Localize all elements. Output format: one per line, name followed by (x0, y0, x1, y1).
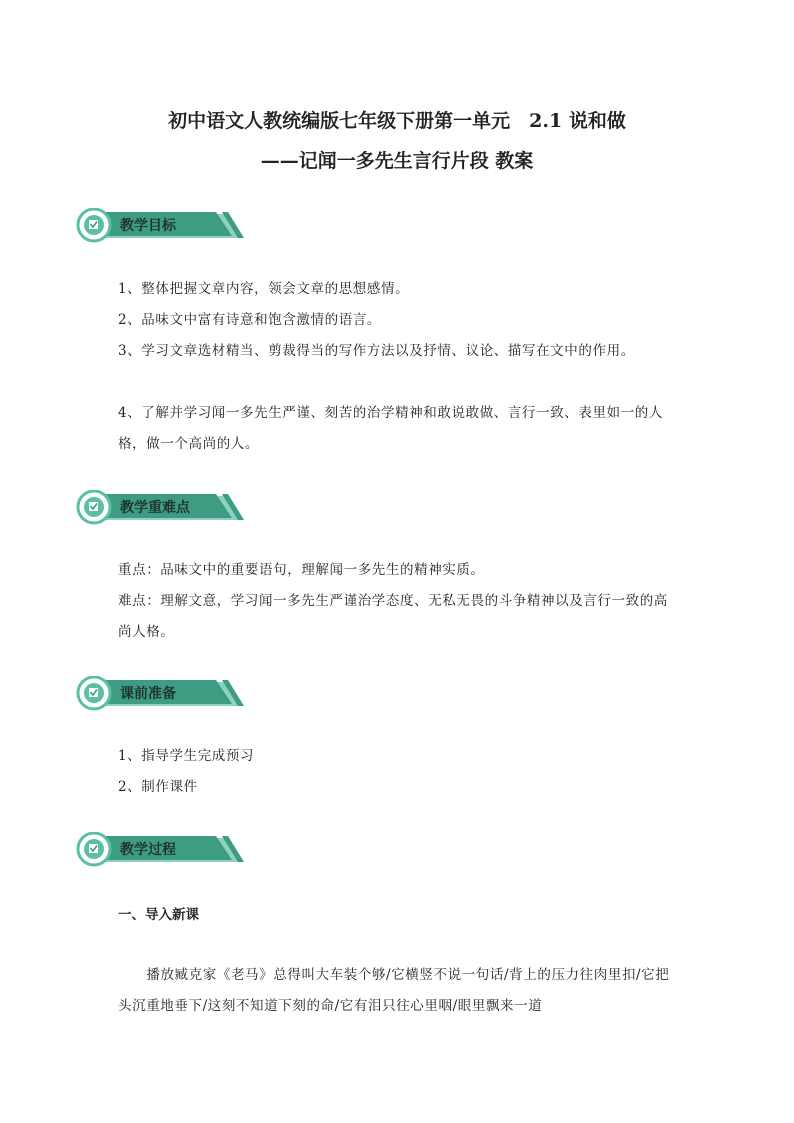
section-title: 教学目标 (120, 218, 176, 234)
page-subtitle: ——记闻一多先生言行片段 教案 (260, 150, 534, 172)
preparation-item-1: 1、指导学生完成预习 (118, 748, 255, 764)
section-title: 课前准备 (120, 686, 176, 702)
section-header-key-points (76, 490, 246, 526)
section-header-process (76, 832, 246, 868)
objective-item-3: 3、学习文章选材精当、剪裁得当的写作方法以及抒情、议论、描写在文中的作用。 (118, 343, 635, 359)
objective-item-1: 1、整体把握文章内容，领会文章的思想感情。 (118, 281, 410, 297)
subheading-intro: 一、导入新课 (118, 907, 199, 923)
objective-item-4: 4、了解并学习闻一多先生严谨、刻苦的治学精神和敢说敢做、言行一致、表里如一的人格，做一个高尚的人。 (118, 405, 663, 452)
section-title: 教学过程 (120, 842, 176, 858)
intro-paragraph: 播放臧克家《老马》总得叫大车装个够/它横竖不说一句话/背上的压力往肉里扣/它把头沉重地垂下/这刻不知道下刻的命/它有泪只往心里咽/眼里飘来一道 (118, 967, 670, 1014)
key-point-item: 重点：品味文中的重要语句，理解闻一多先生的精神实质。 (118, 562, 485, 578)
section-title: 教学重难点 (120, 500, 190, 516)
section-header-preparation (76, 676, 246, 712)
section-header-objectives (76, 208, 246, 244)
preparation-item-2: 2、制作课件 (118, 779, 198, 795)
difficulty-item: 难点：理解文意，学习闻一多先生严谨治学态度、无私无畏的斗争精神以及言行一致的高尚人格。 (118, 593, 668, 640)
page-title: 初中语文人教统编版七年级下册第一单元 2.1 说和做 (168, 110, 626, 132)
objective-item-2: 2、品味文中富有诗意和饱含激情的语言。 (118, 312, 381, 328)
